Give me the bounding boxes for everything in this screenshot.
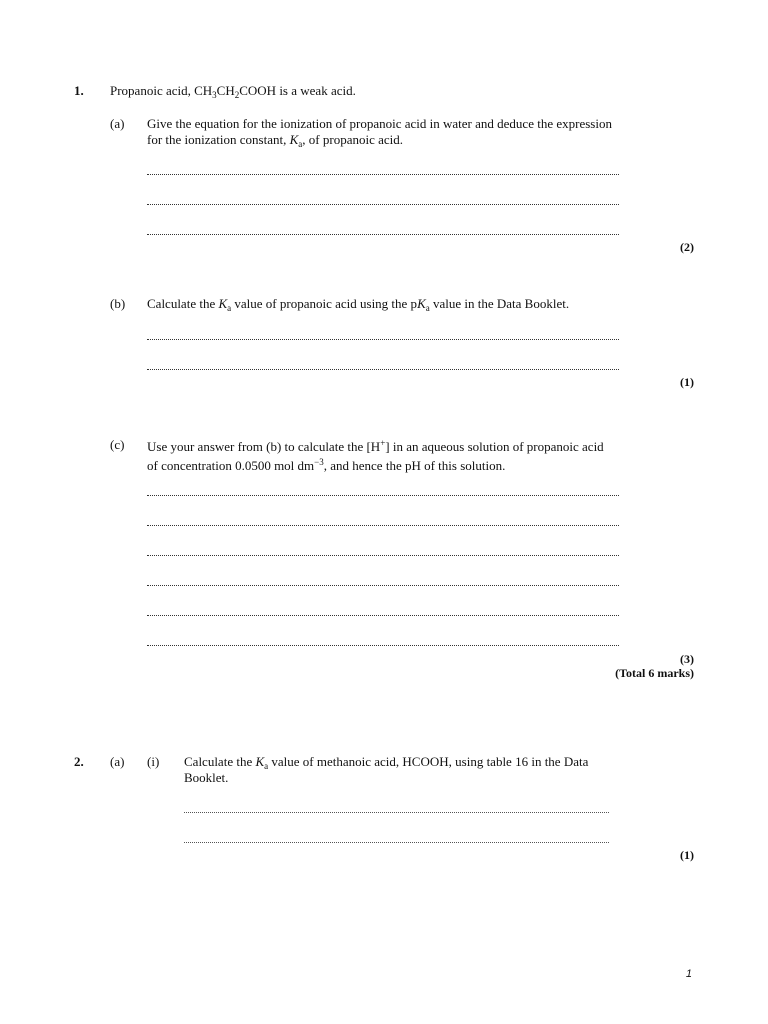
answer-line[interactable]	[147, 196, 619, 205]
answer-line[interactable]	[147, 226, 619, 235]
part-b-label: (b)	[110, 296, 126, 311]
intro-text: CH	[216, 83, 235, 98]
part-c-line1: Use your answer from (b) to calculate the [H+] in an aqueous solution of propanoic acid	[147, 438, 604, 454]
q2-line2: Booklet.	[184, 770, 229, 785]
answer-line[interactable]	[147, 166, 619, 175]
q2-part-a-label: (a)	[110, 754, 125, 769]
question-1-number: 1.	[74, 83, 84, 98]
intro-text: Propanoic acid, CH	[110, 83, 213, 98]
part-a-line1: Give the equation for the ionization of propanoic acid in water and deduce the expression	[147, 116, 612, 131]
answer-line[interactable]	[147, 517, 619, 526]
q2-sub-i-label: (i)	[147, 754, 160, 769]
answer-line[interactable]	[147, 577, 619, 586]
part-b-text: Calculate the $K_a$ value of propanoic acid using the $pK_a$ value in the Data Booklet.	[147, 296, 570, 313]
answer-line[interactable]	[147, 607, 619, 616]
marks-q2: (1)	[680, 848, 694, 862]
marks-c: (3)	[680, 652, 694, 666]
answer-line[interactable]	[184, 834, 609, 843]
marks-a: (2)	[680, 240, 694, 254]
marks-b: (1)	[680, 375, 694, 389]
q2-line1: Calculate the $K_a$ value of methanoic acid, HCOOH, using table 16 in the Data	[184, 754, 589, 771]
answer-line[interactable]	[147, 637, 619, 646]
answer-line[interactable]	[147, 331, 619, 340]
question-1-intro	[110, 83, 356, 99]
intro-text: COOH is a weak acid.	[239, 83, 356, 98]
page-number: 1	[685, 968, 692, 980]
part-a-line2: for the ionization constant, $K_a$, of propanoic acid.	[147, 132, 403, 149]
answer-line[interactable]	[147, 547, 619, 556]
part-c-line2: of concentration 0.0500 mol $dm^{-3}$, and hence the pH of this solution.	[147, 457, 506, 473]
subscript: 2	[234, 90, 240, 100]
total-marks: (Total 6 marks)	[615, 666, 694, 680]
part-c-text	[147, 437, 687, 475]
answer-line[interactable]	[147, 361, 619, 370]
q2-text	[184, 754, 684, 786]
answer-line[interactable]	[184, 804, 609, 813]
part-a-label: (a)	[110, 116, 125, 131]
part-a-text	[147, 116, 687, 148]
question-2-number: 2.	[74, 754, 84, 769]
answer-line[interactable]	[147, 487, 619, 496]
part-c-label: (c)	[110, 437, 125, 452]
subscript: 3	[212, 90, 217, 100]
